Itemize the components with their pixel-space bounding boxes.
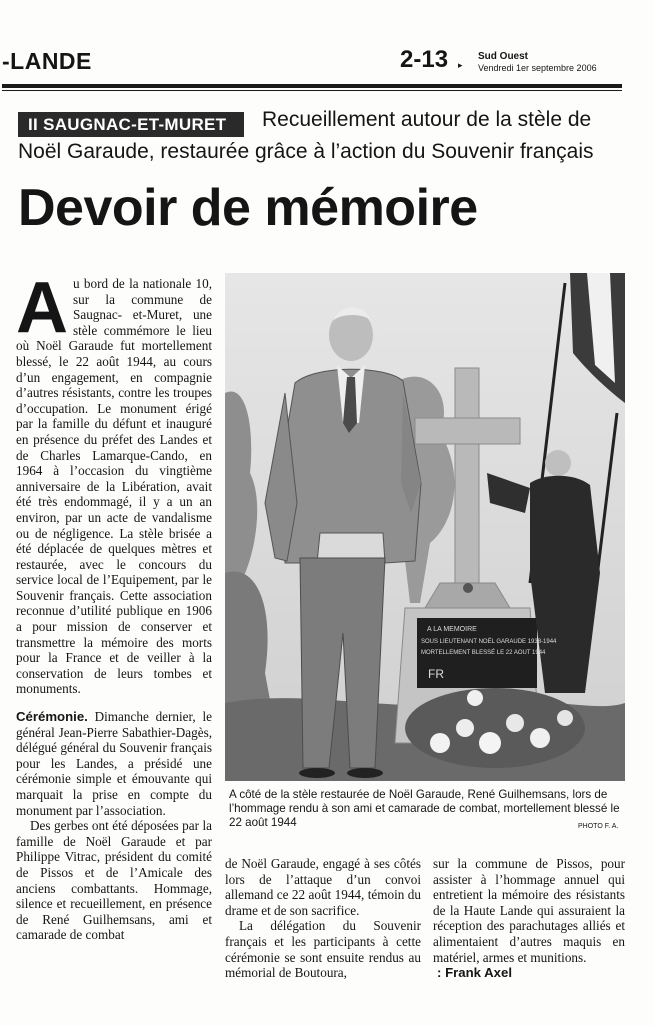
- subtitle-line-2: Noël Garaude, restaurée grâce à l’action du Souvenir français: [18, 140, 594, 163]
- paragraph-lead: Cérémonie.: [16, 709, 88, 725]
- header-rule: [2, 84, 622, 88]
- dropcap: A: [16, 268, 68, 348]
- article-column-middle: [225, 856, 421, 981]
- arrow-icon: ▸: [458, 60, 463, 70]
- plaque-text-1: A LA MEMOIRE: [427, 626, 477, 633]
- paragraph-ceremonie: Cérémonie. Dimanche dernier, le général Jean-Pierre Sabathier-Dagès, délégué général du Souvenir français pour les Landes, a présidé une cérémonie simple et émouvante qui marquait la prise en compte du monument par l’association.: [16, 709, 212, 818]
- publication-date: Vendredi 1er septembre 2006: [478, 63, 597, 73]
- article-photo: [225, 273, 625, 781]
- section-title: -LANDE: [2, 48, 92, 74]
- headline: Devoir de mémoire: [18, 179, 478, 237]
- photo-credit: PHOTO F. A.: [578, 823, 619, 830]
- article-column-right: [433, 856, 625, 981]
- paragraph-intro: u bord de la nationale 10, sur la commune de Saugnac- et-Muret, une stèle commémore le lieu où Noël Garaude fut mortellement blessé, le 22 août 1944, au cours d’un engagement, en compagnie d’autres résistants, contre les troupes d’occupation. Le monument érigé par la famille du défunt et inauguré en présence du préfet des Landes et de Charles Lamarque-Cando, en 1964 à l’occasion du vingtième anniversaire de la Libération, avait été très endommagé, il y a un an environ, par un acte de vandalisme ou de négligence. La stèle brisée a été déplacée de quelques mètres et restaurée, avec le concours du service local de l’Equipement, par le Souvenir français. Cette association reconnue d’utilité publique en 1906 a pour mission de conserver et transmettre la mémoire des morts pour la France et de veiller à la conservation de leurs tombes et monuments.: [16, 276, 212, 697]
- location-badge: II SAUGNAC-ET-MURET: [18, 112, 244, 137]
- plaque-text-2: SOUS LIEUTENANT NOËL GARAUDE 1938-1944: [421, 639, 557, 645]
- plaque-text-3: MORTELLEMENT BLESSÉ LE 22 AOUT 1944: [421, 650, 546, 656]
- subtitle-line-1: Recueillement autour de la stèle de: [262, 108, 592, 131]
- paragraph-delegation: La délégation du Souvenir français et les participants à cette cérémonie se sont ensuite rendus au mémorial de Boutoura,: [225, 918, 421, 981]
- paragraph-temoin: de Noël Garaude, engagé à ses côtés lors de l’attaque d’un convoi allemand ce 22 août 1944, témoin du drame et de son sacrifice.: [225, 856, 421, 918]
- photo-caption: A côté de la stèle restaurée de Noël Garaude, René Guilhemsans, lors de l’hommage rendu à son ami et camarade de combat, mortellement blessé le 22 août 1944: [229, 788, 620, 830]
- byline: : Frank Axel: [437, 965, 513, 981]
- plaque-text-4: FR: [428, 667, 444, 681]
- article-column-left: [16, 268, 212, 943]
- paragraph-boutoura: sur la commune de Pissos, pour assister à l’hommage annuel qui entretient la mémoire des résistants de la Haute Lande qui assuraient la réception des parachutages alliés et alimentaient d’autres maquis en matériel, armes et munitions.: [433, 856, 625, 965]
- photo-illustration: [225, 273, 625, 781]
- page-number: 2-13: [400, 46, 449, 73]
- paragraph-gerbes: Des gerbes ont été déposées par la famille de Noël Garaude et par Philippe Vitrac, président du comité de Pissos et de l’Amicale des anciens combattants. Hommage, silence et recueillement, en présence de René Guilhemsans, ami et camarade de combat: [16, 818, 212, 943]
- header-rule-thin: [2, 90, 622, 91]
- newspaper-name: Sud Ouest: [478, 51, 529, 62]
